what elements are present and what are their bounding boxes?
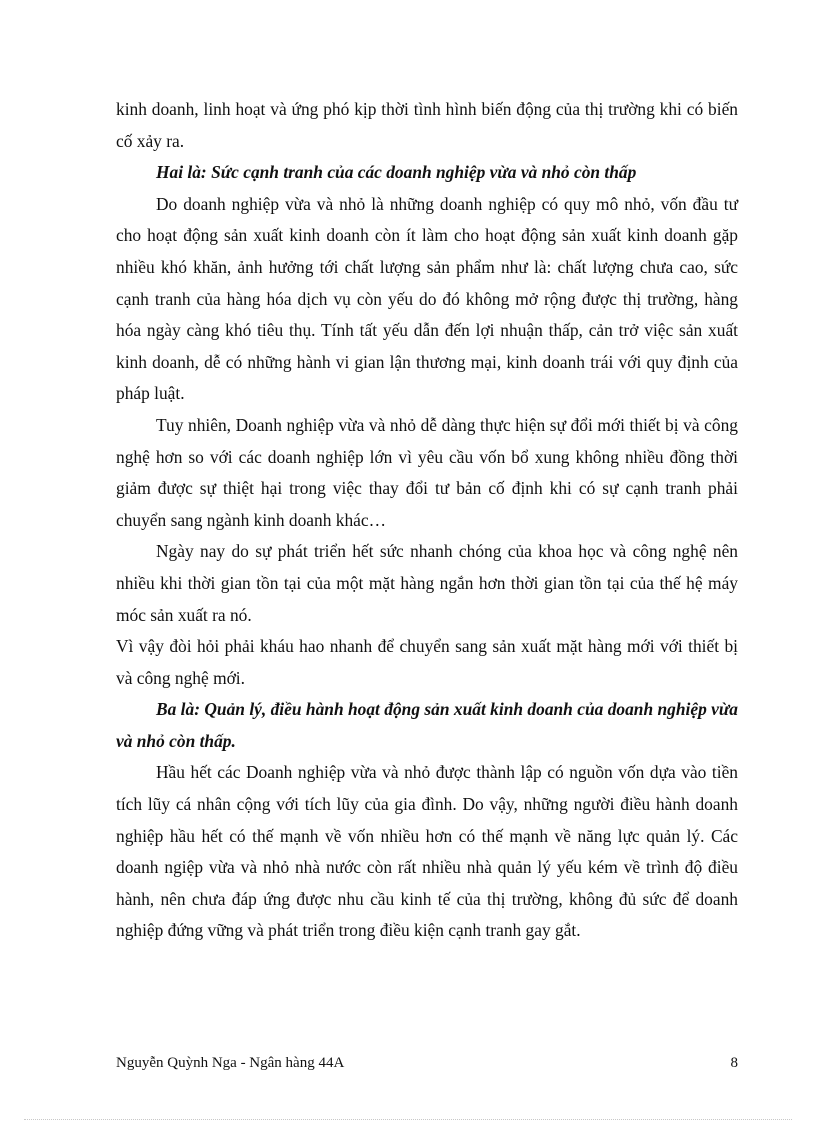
footer-author: Nguyễn Quỳnh Nga - Ngân hàng 44A xyxy=(116,1055,345,1071)
paragraph-competitiveness: Do doanh nghiệp vừa và nhỏ là những doanh nghiệp có quy mô nhỏ, vốn đầu tư cho hoạt động sản xuất kinh doanh còn ít làm cho hoạt động sản xuất kinh doanh gặp nhiều khó khăn, ảnh hưởng tới chất lượng sản phẩm như là: chất lượng chưa cao, sức cạnh tranh của hàng hóa dịch vụ còn yếu do đó không mở rộng được thị trường, hàng hóa ngày càng khó tiêu thụ. Tính tất yếu dẫn đến lợi nhuận thấp, cản trở việc sản xuất kinh doanh, dễ có những hành vi gian lận thương mại, kinh doanh trái với quy định của pháp luật. xyxy=(116,193,738,404)
paragraph-innovation: Tuy nhiên, Doanh nghiệp vừa và nhỏ dễ dàng thực hiện sự đổi mới thiết bị và công nghệ hơn so với các doanh nghiệp lớn vì yêu cầu vốn bổ xung không nhiều đồng thời giảm được sự thiệt hại trong việc thay đổi tư bản cố định khi có sự cạnh tranh phải chuyển sang ngành kinh doanh khác… xyxy=(116,414,738,530)
section-heading-hai-la: Hai là: Sức cạnh tranh của các doanh nghiệp vừa và nhỏ còn thấp xyxy=(156,162,637,183)
page-number: 8 xyxy=(730,1055,738,1071)
paragraph-continuation: kinh doanh, linh hoạt và ứng phó kịp thời tình hình biến động của thị trường khi có biến cố xảy ra. xyxy=(116,99,738,151)
document-body xyxy=(116,94,738,947)
section-heading-ba-la: Ba là: Quản lý, điều hành hoạt động sản xuất kinh doanh của doanh nghiệp vừa và nhỏ còn thấp. xyxy=(116,699,738,751)
paragraph-depreciation: Vì vậy đòi hỏi phải kháu hao nhanh để chuyển sang sản xuất mặt hàng mới với thiết bị và công nghệ mới. xyxy=(116,636,738,688)
paragraph-management: Hầu hết các Doanh nghiệp vừa và nhỏ được thành lập có nguồn vốn dựa vào tiền tích lũy cá nhân cộng với tích lũy của gia đình. Do vậy, những người điều hành doanh nghiệp hầu hết có thế mạnh về vốn nhiều hơn có thế mạnh về năng lực quản lý. Các doanh ngiệp vừa và nhỏ nhà nước còn rất nhiều nhà quản lý yếu kém về trình độ điều hành, nên chưa đáp ứng được nhu cầu kinh tế của thị trường, không đủ sức để doanh nghiệp đứng vững và phát triển trong điều kiện cạnh tranh gay gắt. xyxy=(116,762,738,941)
page-bottom-divider xyxy=(24,1119,792,1120)
paragraph-technology: Ngày nay do sự phát triển hết sức nhanh chóng của khoa học và công nghệ nên nhiều khi thời gian tồn tại của một mặt hàng ngắn hơn thời gian tồn tại của thế hệ máy móc sản xuất ra nó. xyxy=(116,541,738,625)
